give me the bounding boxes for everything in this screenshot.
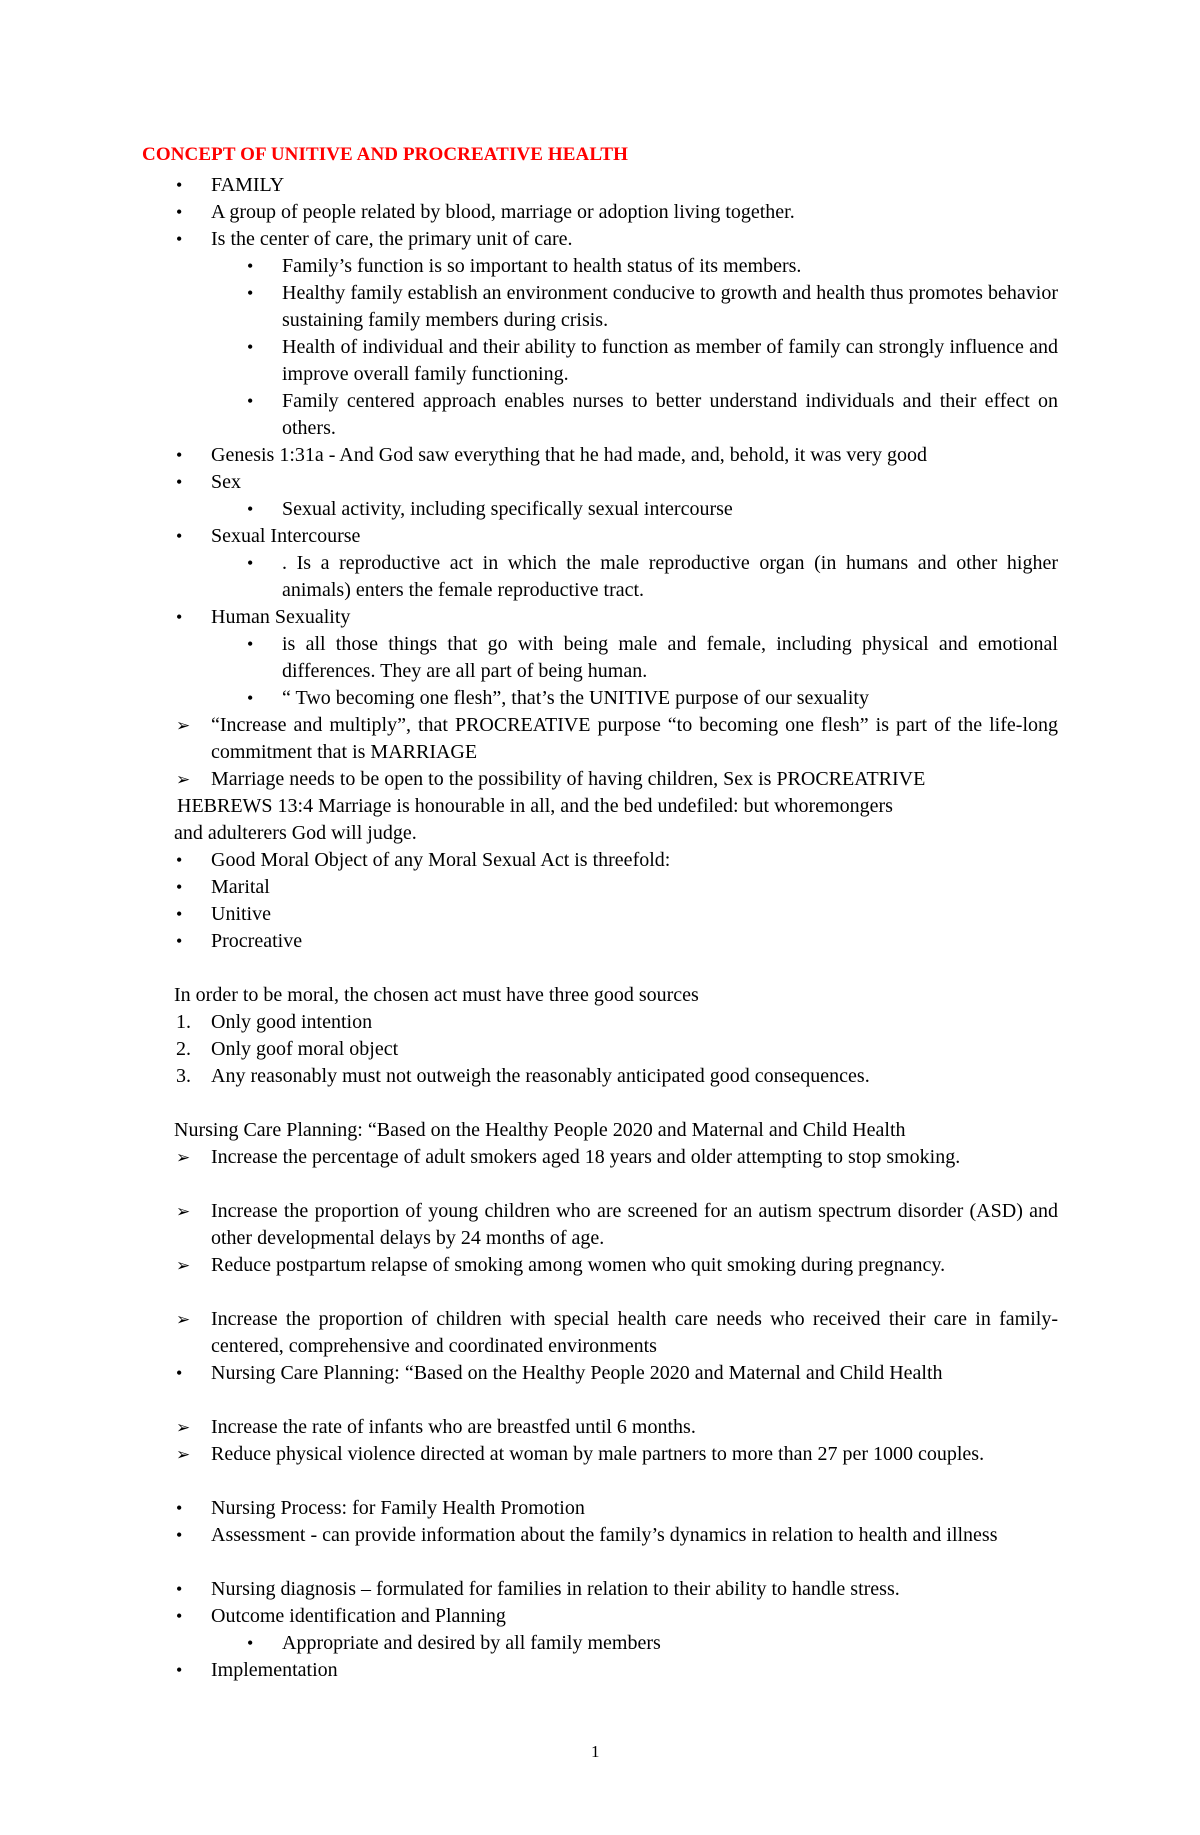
list-number: 1. bbox=[176, 1011, 191, 1033]
bullet-icon: • bbox=[176, 526, 183, 546]
bullet-icon: • bbox=[176, 175, 183, 195]
bullet-icon: • bbox=[176, 202, 183, 222]
list-number: 3. bbox=[176, 1065, 191, 1087]
list-item-text: Only goof moral object bbox=[211, 1038, 399, 1060]
list-item-text: Genesis 1:31a - And God saw everything that he had made, and, behold, it was very good bbox=[211, 444, 927, 466]
list-item-text: A group of people related by blood, marriage or adoption living together. bbox=[211, 201, 795, 223]
arrow-bullet-icon: ➢ bbox=[176, 1445, 191, 1464]
bullet-icon: • bbox=[176, 904, 183, 924]
list-item-text: Marital bbox=[211, 876, 270, 898]
bullet-icon: • bbox=[176, 1498, 183, 1518]
bullet-icon: • bbox=[176, 1525, 183, 1545]
list-item-text: Family’s function is so important to health status of its members. bbox=[282, 255, 802, 277]
bullet-icon: • bbox=[247, 1633, 254, 1653]
list-item-text: Nursing diagnosis – formulated for families in relation to their ability to handle stress. bbox=[211, 1578, 900, 1600]
bullet-icon: • bbox=[247, 256, 254, 276]
list-item-text: Increase the percentage of adult smokers aged 18 years and older attempting to stop smoking. bbox=[211, 1146, 961, 1168]
bullet-icon: • bbox=[247, 634, 254, 654]
list-item-text: Marriage needs to be open to the possibility of having children, Sex is PROCREATRIVE bbox=[211, 768, 926, 790]
page-number: 1 bbox=[591, 1742, 600, 1761]
list-item-text: Is the center of care, the primary unit of care. bbox=[211, 228, 573, 250]
arrow-bullet-icon: ➢ bbox=[176, 1256, 191, 1275]
bullet-icon: • bbox=[176, 607, 183, 627]
list-item-text: Sexual activity, including specifically sexual intercourse bbox=[282, 498, 733, 520]
list-item-text: Sexual Intercourse bbox=[211, 525, 361, 547]
list-item-text: . Is a reproductive act in which the male reproductive organ (in humans and other higher animals) enters the female reproductive tract. bbox=[282, 552, 1058, 601]
list-item-text: In order to be moral, the chosen act must have three good sources bbox=[174, 984, 699, 1006]
list-item-text: Sex bbox=[211, 471, 241, 493]
list-item-text: Any reasonably must not outweigh the reasonably anticipated good consequences. bbox=[211, 1065, 870, 1087]
list-item-text: Reduce postpartum relapse of smoking among women who quit smoking during pregnancy. bbox=[211, 1254, 946, 1276]
bullet-icon: • bbox=[176, 931, 183, 951]
bullet-icon: • bbox=[247, 688, 254, 708]
list-item-text: Human Sexuality bbox=[211, 606, 351, 628]
list-item-text: Outcome identification and Planning bbox=[211, 1605, 506, 1627]
arrow-bullet-icon: ➢ bbox=[176, 1418, 191, 1437]
list-item-text: Implementation bbox=[211, 1659, 338, 1681]
arrow-bullet-icon: ➢ bbox=[176, 1202, 191, 1221]
list-item-text: FAMILY bbox=[211, 174, 285, 196]
bullet-icon: • bbox=[247, 283, 254, 303]
bullet-icon: • bbox=[176, 445, 183, 465]
list-item-text: is all those things that go with being male and female, including physical and emotional differences. They are all part of being human. bbox=[282, 633, 1058, 682]
arrow-bullet-icon: ➢ bbox=[176, 1310, 191, 1329]
list-item-text: Health of individual and their ability to function as member of family can strongly influence and improve overall family functioning. bbox=[282, 336, 1058, 385]
list-item-text: “Increase and multiply”, that PROCREATIVE purpose “to becoming one flesh” is part of the life-long commitment that is MARRIAGE bbox=[211, 714, 1058, 763]
list-item-text: HEBREWS 13:4 Marriage is honourable in all, and the bed undefiled: but whoremongers bbox=[177, 795, 893, 817]
bullet-icon: • bbox=[176, 1363, 183, 1383]
list-item-text: Increase the proportion of children with special health care needs who received their care in family-centered, comprehensive and coordinated environments bbox=[211, 1308, 1058, 1357]
list-item-text: Nursing Process: for Family Health Promotion bbox=[211, 1497, 585, 1519]
list-item-text: Nursing Care Planning: “Based on the Healthy People 2020 and Maternal and Child Health bbox=[174, 1119, 906, 1141]
list-item-text: Only good intention bbox=[211, 1011, 373, 1033]
list-item-text: and adulterers God will judge. bbox=[174, 822, 417, 844]
list-number: 2. bbox=[176, 1038, 191, 1060]
list-item-text: Appropriate and desired by all family members bbox=[282, 1632, 661, 1654]
document-title: CONCEPT OF UNITIVE AND PROCREATIVE HEALTH bbox=[142, 144, 629, 165]
list-item-text: Nursing Care Planning: “Based on the Healthy People 2020 and Maternal and Child Health bbox=[211, 1362, 943, 1384]
arrow-bullet-icon: ➢ bbox=[176, 1148, 191, 1167]
bullet-icon: • bbox=[176, 229, 183, 249]
arrow-bullet-icon: ➢ bbox=[176, 770, 191, 789]
bullet-icon: • bbox=[247, 499, 254, 519]
bullet-icon: • bbox=[247, 553, 254, 573]
bullet-icon: • bbox=[247, 391, 254, 411]
list-item-text: Assessment - can provide information about the family’s dynamics in relation to health and illness bbox=[211, 1524, 998, 1546]
list-item-text: Unitive bbox=[211, 903, 271, 925]
bullet-icon: • bbox=[176, 1606, 183, 1626]
bullet-icon: • bbox=[176, 1660, 183, 1680]
list-item-text: Good Moral Object of any Moral Sexual Act is threefold: bbox=[211, 849, 671, 871]
bullet-icon: • bbox=[176, 877, 183, 897]
list-item-text: Procreative bbox=[211, 930, 303, 952]
bullet-icon: • bbox=[176, 850, 183, 870]
bullet-icon: • bbox=[247, 337, 254, 357]
bullet-icon: • bbox=[176, 1579, 183, 1599]
list-item-text: Increase the rate of infants who are breastfed until 6 months. bbox=[211, 1416, 696, 1438]
bullet-icon: • bbox=[176, 472, 183, 492]
list-item-text: Increase the proportion of young children who are screened for an autism spectrum disorder (ASD) and other developmental delays by 24 months of age. bbox=[211, 1200, 1058, 1249]
list-item-text: “ Two becoming one flesh”, that’s the UNITIVE purpose of our sexuality bbox=[282, 687, 869, 709]
arrow-bullet-icon: ➢ bbox=[176, 716, 191, 735]
list-item-text: Family centered approach enables nurses to better understand individuals and their effect on others. bbox=[282, 390, 1058, 439]
list-item-text: Reduce physical violence directed at woman by male partners to more than 27 per 1000 couples. bbox=[211, 1443, 985, 1465]
list-item-text: Healthy family establish an environment conducive to growth and health thus promotes behavior sustaining family members during crisis. bbox=[282, 282, 1058, 331]
